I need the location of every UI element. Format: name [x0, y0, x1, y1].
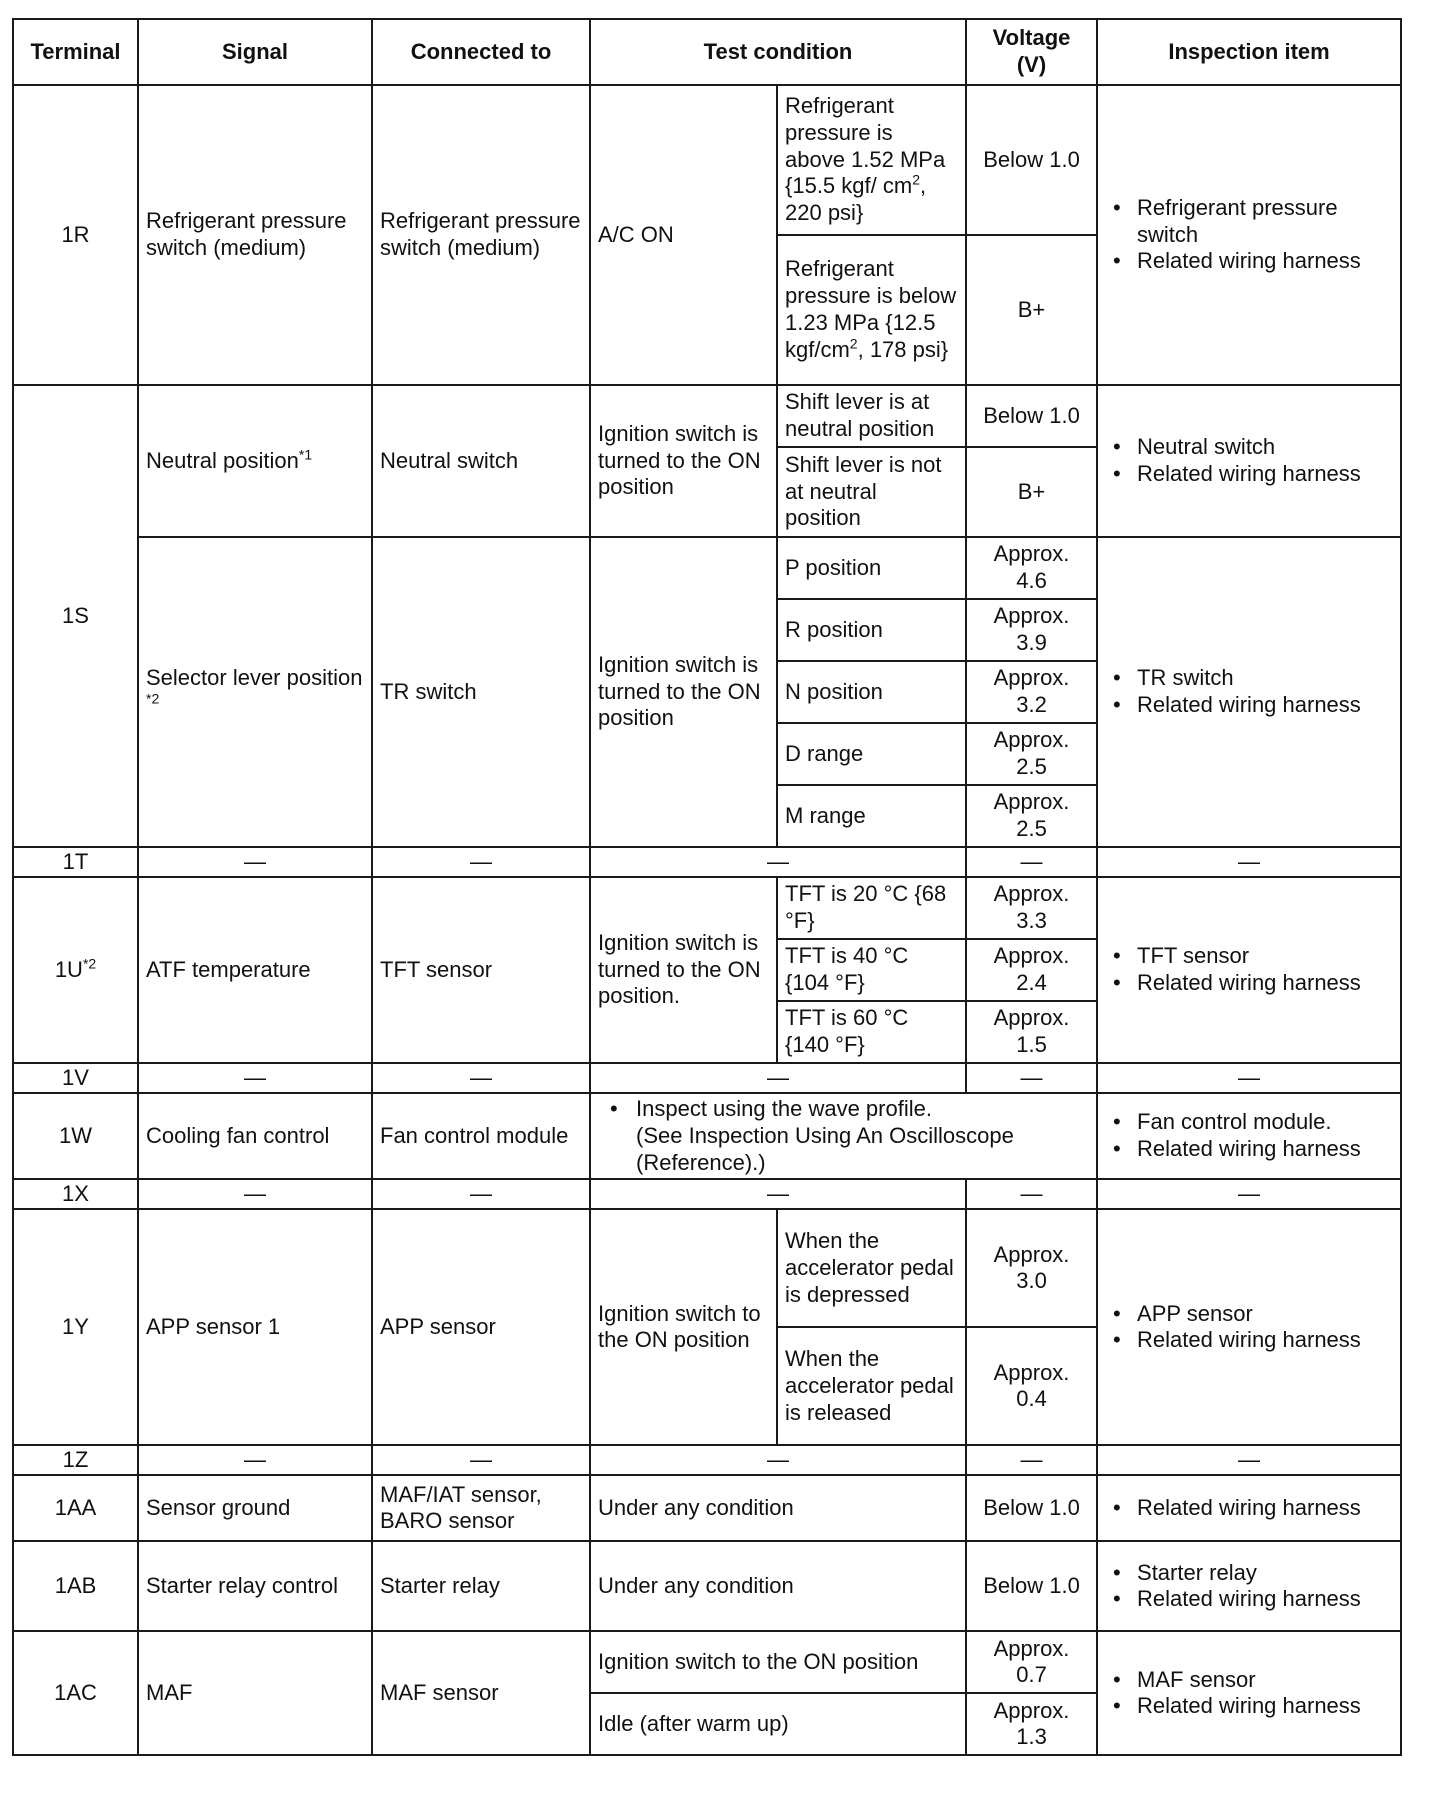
signal-cell: Neutral position$^{*1}$ [138, 385, 372, 537]
terminal-cell: $1U^{*2}$ [13, 877, 138, 1063]
header-inspection-item: Inspection item [1097, 19, 1401, 85]
list-item: • MAF sensor [1105, 1667, 1393, 1694]
list-item: • Related wiring harness [1105, 1136, 1393, 1163]
table-row [13, 385, 1401, 447]
voltage-cell: Approx. 3.0 [966, 1209, 1097, 1327]
signal-cell: APP sensor 1 [138, 1209, 372, 1445]
dash-cell: — [590, 1445, 966, 1475]
table-row [13, 1631, 1401, 1693]
voltage-cell: Approx. 1.3 [966, 1693, 1097, 1755]
condition-cell: R position [777, 599, 966, 661]
dash-cell: — [1097, 1063, 1401, 1093]
wave-note-cell [590, 1093, 1097, 1179]
table-row [13, 1445, 1401, 1475]
dash-cell: — [590, 1179, 966, 1209]
test-cell: Ignition switch to the ON position [590, 1209, 777, 1445]
dash-cell: — [966, 1445, 1097, 1475]
table-row [13, 1541, 1401, 1631]
test-cell: A/C ON [590, 85, 777, 385]
table-row [13, 877, 1401, 939]
terminal-cell: 1AA [13, 1475, 138, 1541]
list-item: • Related wiring harness [1105, 1495, 1393, 1522]
table-row [13, 1179, 1401, 1209]
condition-cell: Refrigerant pressure is below 1.23 MPa {12.5 kgf/$cm^2$, 178 psi} [777, 235, 966, 385]
dash-cell: — [138, 1445, 372, 1475]
inspection-cell [1097, 537, 1401, 847]
dash-cell: — [138, 1179, 372, 1209]
list-item: • Related wiring harness [1105, 970, 1393, 997]
voltage-cell: B+ [966, 447, 1097, 537]
header-voltage: Voltage (V) [966, 19, 1097, 85]
voltage-cell: Below 1.0 [966, 385, 1097, 447]
terminal-cell: 1X [13, 1179, 138, 1209]
dash-cell: — [966, 1063, 1097, 1093]
inspection-cell [1097, 1093, 1401, 1179]
list-item: • Related wiring harness [1105, 1327, 1393, 1354]
dash-cell: — [1097, 1445, 1401, 1475]
list-item: • Neutral switch [1105, 434, 1393, 461]
voltage-cell: Approx. 0.4 [966, 1327, 1097, 1445]
voltage-cell: Below 1.0 [966, 85, 1097, 235]
inspection-cell [1097, 877, 1401, 1063]
voltage-cell: Approx. 4.6 [966, 537, 1097, 599]
dash-cell: — [372, 1445, 590, 1475]
voltage-cell: Approx. 3.2 [966, 661, 1097, 723]
signal-cell: MAF [138, 1631, 372, 1755]
test-cell: Ignition switch is turned to the ON position [590, 537, 777, 847]
voltage-cell: Approx. 3.3 [966, 877, 1097, 939]
condition-cell: Shift lever is not at neutral position [777, 447, 966, 537]
condition-cell: When the accelerator pedal is depressed [777, 1209, 966, 1327]
test-cell: Under any condition [590, 1541, 966, 1631]
condition-cell: D range [777, 723, 966, 785]
list-item: • TFT sensor [1105, 943, 1393, 970]
inspection-cell [1097, 1541, 1401, 1631]
terminal-cell: 1S [13, 385, 138, 847]
condition-cell: When the accelerator pedal is released [777, 1327, 966, 1445]
condition-cell: Ignition switch to the ON position [590, 1631, 966, 1693]
dash-cell: — [138, 847, 372, 877]
signal-cell: Refrigerant pressure switch (medium) [138, 85, 372, 385]
dash-cell: — [966, 847, 1097, 877]
dash-cell: — [372, 1063, 590, 1093]
list-item: • Starter relay [1105, 1560, 1393, 1587]
header-test-condition: Test condition [590, 19, 966, 85]
list-item: • Related wiring harness [1105, 248, 1393, 275]
list-item: • Fan control module. [1105, 1109, 1393, 1136]
dash-cell: — [590, 1063, 966, 1093]
test-cell: Ignition switch is turned to the ON position. [590, 877, 777, 1063]
terminal-voltage-table [12, 18, 1402, 1756]
header-connected-to: Connected to [372, 19, 590, 85]
connected-cell: Starter relay [372, 1541, 590, 1631]
table-row [13, 847, 1401, 877]
list-item: • Related wiring harness [1105, 461, 1393, 488]
header-row [13, 19, 1401, 85]
table-row [13, 85, 1401, 235]
inspection-cell [1097, 85, 1401, 385]
condition-cell: Refrigerant pressure is above 1.52 MPa {15.5 kgf/ $cm^2$, 220 psi} [777, 85, 966, 235]
header-terminal: Terminal [13, 19, 138, 85]
condition-cell: M range [777, 785, 966, 847]
connected-cell: MAF sensor [372, 1631, 590, 1755]
signal-cell: Selector lever position $^{*2}$ [138, 537, 372, 847]
test-cell: Ignition switch is turned to the ON position [590, 385, 777, 537]
connected-cell: Neutral switch [372, 385, 590, 537]
connected-cell: TFT sensor [372, 877, 590, 1063]
voltage-cell: B+ [966, 235, 1097, 385]
dash-cell: — [372, 847, 590, 877]
dash-cell: — [1097, 1179, 1401, 1209]
terminal-cell: 1V [13, 1063, 138, 1093]
voltage-cell: Approx. 0.7 [966, 1631, 1097, 1693]
inspection-cell [1097, 1631, 1401, 1755]
voltage-cell: Approx. 2.5 [966, 785, 1097, 847]
list-item: • Related wiring harness [1105, 1586, 1393, 1613]
list-item: • Refrigerant pressure switch [1105, 195, 1393, 249]
list-item: • APP sensor [1105, 1301, 1393, 1328]
condition-cell: Shift lever is at neutral position [777, 385, 966, 447]
condition-cell: TFT is 60 °C {140 °F} [777, 1001, 966, 1063]
voltage-cell: Below 1.0 [966, 1475, 1097, 1541]
terminal-voltage-table-page [12, 18, 1400, 1756]
header-signal: Signal [138, 19, 372, 85]
voltage-cell: Approx. 2.4 [966, 939, 1097, 1001]
table-row [13, 537, 1401, 599]
inspection-cell [1097, 1475, 1401, 1541]
condition-cell: P position [777, 537, 966, 599]
dash-cell: — [966, 1179, 1097, 1209]
dash-cell: — [138, 1063, 372, 1093]
condition-cell: N position [777, 661, 966, 723]
test-cell: Under any condition [590, 1475, 966, 1541]
inspection-cell [1097, 1209, 1401, 1445]
list-item: • Related wiring harness [1105, 692, 1393, 719]
connected-cell: Refrigerant pressure switch (medium) [372, 85, 590, 385]
connected-cell: TR switch [372, 537, 590, 847]
dash-cell: — [372, 1179, 590, 1209]
signal-cell: ATF temperature [138, 877, 372, 1063]
list-item: • TR switch [1105, 665, 1393, 692]
table-row [13, 1093, 1401, 1179]
connected-cell: Fan control module [372, 1093, 590, 1179]
voltage-cell: Approx. 2.5 [966, 723, 1097, 785]
condition-cell: TFT is 20 °C {68 °F} [777, 877, 966, 939]
terminal-cell: 1AB [13, 1541, 138, 1631]
condition-cell: TFT is 40 °C {104 °F} [777, 939, 966, 1001]
table-row [13, 1063, 1401, 1093]
signal-cell: Cooling fan control [138, 1093, 372, 1179]
list-item: • Inspect using the wave profile. (See Inspection Using An Oscilloscope (Reference).) [598, 1096, 1089, 1176]
voltage-cell: Approx. 1.5 [966, 1001, 1097, 1063]
condition-cell: Idle (after warm up) [590, 1693, 966, 1755]
inspection-cell [1097, 385, 1401, 537]
terminal-cell: 1W [13, 1093, 138, 1179]
voltage-cell: Below 1.0 [966, 1541, 1097, 1631]
voltage-cell: Approx. 3.9 [966, 599, 1097, 661]
connected-cell: APP sensor [372, 1209, 590, 1445]
terminal-cell: 1Y [13, 1209, 138, 1445]
signal-cell: Sensor ground [138, 1475, 372, 1541]
table-row [13, 1209, 1401, 1327]
list-item: • Related wiring harness [1105, 1693, 1393, 1720]
terminal-cell: 1AC [13, 1631, 138, 1755]
dash-cell: — [1097, 847, 1401, 877]
terminal-cell: 1Z [13, 1445, 138, 1475]
dash-cell: — [590, 847, 966, 877]
table-row [13, 1475, 1401, 1541]
connected-cell: MAF/IAT sensor, BARO sensor [372, 1475, 590, 1541]
terminal-cell: 1T [13, 847, 138, 877]
terminal-cell: 1R [13, 85, 138, 385]
signal-cell: Starter relay control [138, 1541, 372, 1631]
